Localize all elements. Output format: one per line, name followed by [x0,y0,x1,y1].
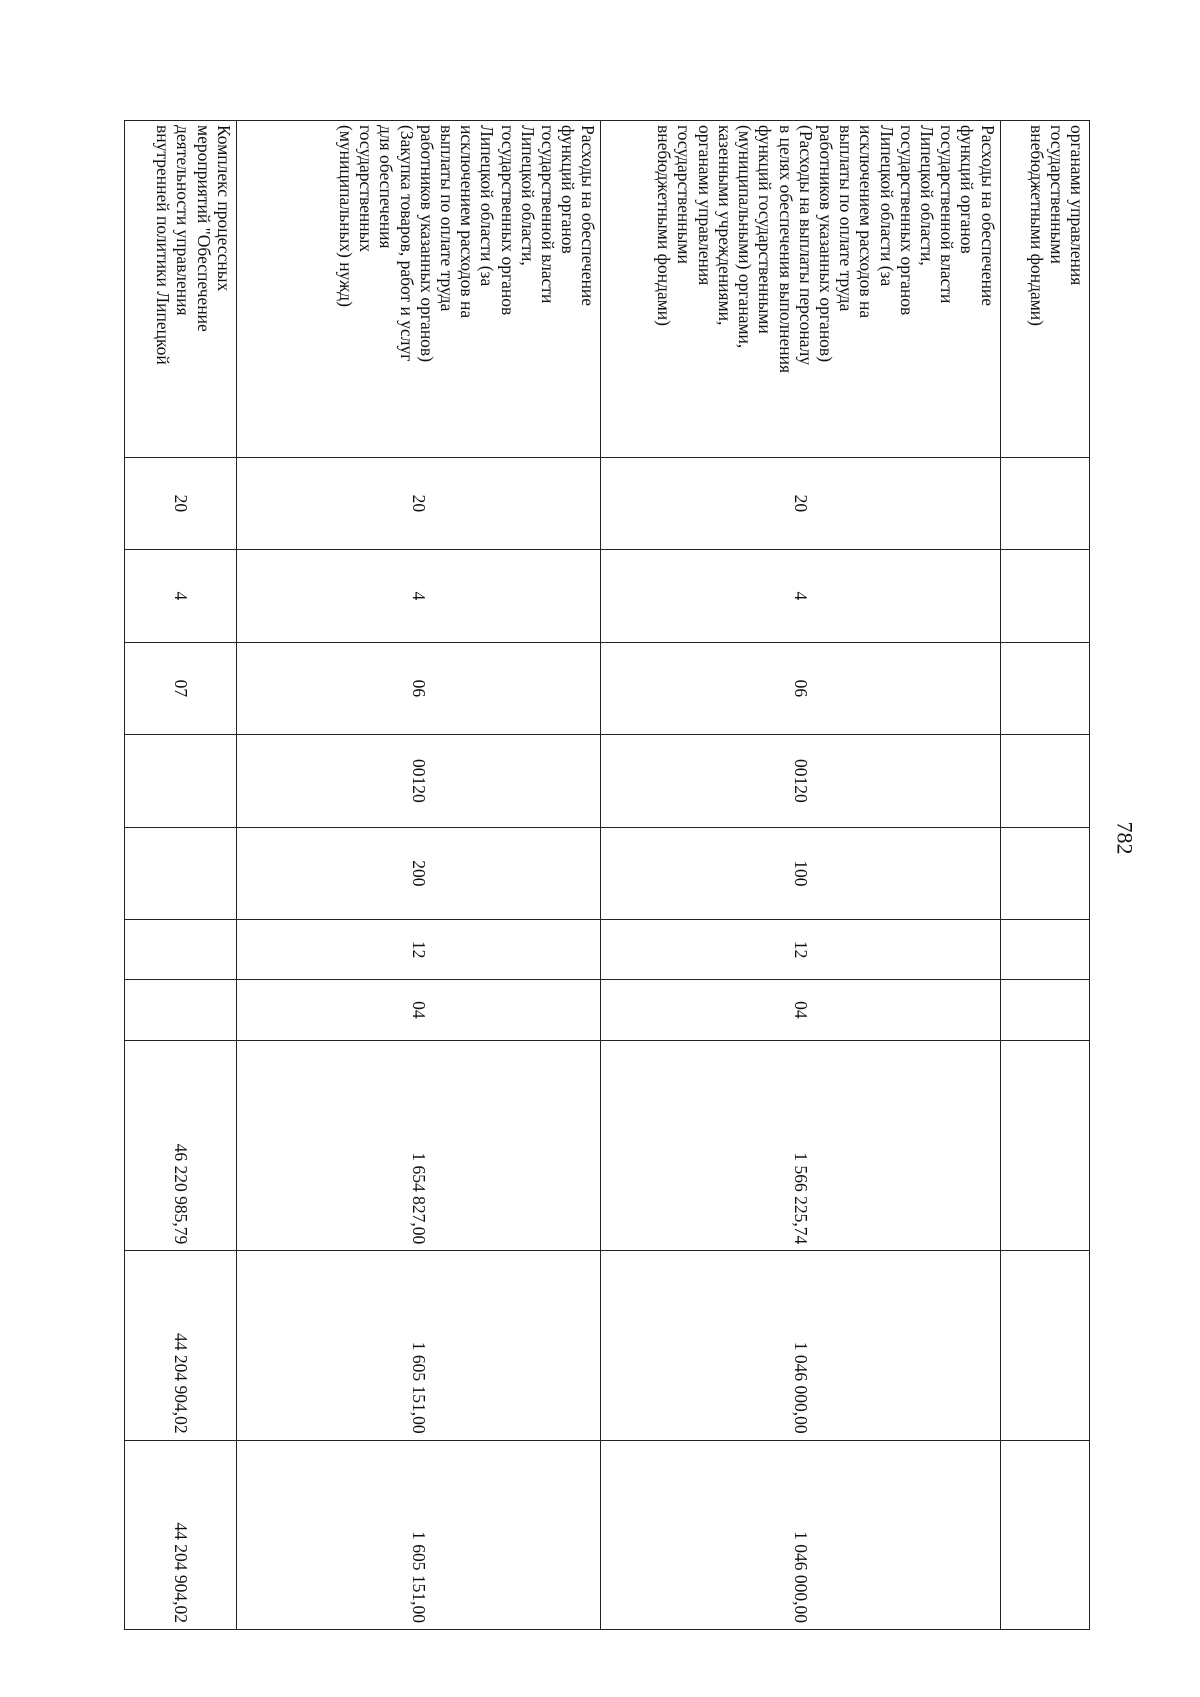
description-line: государственными [674,125,695,264]
description-line: государственными [1046,125,1067,264]
code-cell: 00120 [601,735,1000,827]
code-cell [1000,980,1089,1040]
description-line: органами управления [1067,125,1087,286]
description-line: в целях обеспечения выполнения [775,125,796,374]
amount-cell: 1 605 151,00 [236,1440,601,1629]
code-cell: 00120 [236,735,601,827]
budget-table [124,120,1090,1630]
table-row [125,121,237,1630]
table-row [1000,121,1089,1630]
code-cell: 200 [236,827,601,919]
amount-cell: 46 220 985,79 [125,1040,237,1251]
amount-cell: 44 204 904,02 [125,1440,237,1629]
description-line: функций органов [957,125,978,254]
description-line: Липецкой области (за [477,125,498,287]
rotated-table-container [124,120,1090,1630]
code-cell [125,827,237,919]
code-cell: 20 [125,457,237,549]
code-cell: 12 [236,920,601,980]
code-cell: 07 [125,642,237,734]
description-line: функций государственными [755,125,776,334]
description-cell [125,121,237,458]
code-cell [125,920,237,980]
code-cell [1000,827,1089,919]
code-cell: 100 [601,827,1000,919]
code-cell: 4 [125,550,237,642]
code-cell: 04 [236,980,601,1040]
description-cell [236,121,601,458]
description-line: государственных органов [497,125,518,316]
code-cell: 06 [601,642,1000,734]
page-number: 782 [1112,821,1138,855]
code-cell: 12 [601,920,1000,980]
table-row [236,121,601,1630]
amount-cell [1000,1440,1089,1629]
amount-cell: 1 046 000,00 [601,1440,1000,1629]
description-line: для обеспечения [376,125,397,249]
description-line: государственной власти [937,125,958,304]
description-cell [1000,121,1089,458]
description-line: деятельности управления [173,125,194,316]
code-cell [125,735,237,827]
amount-cell: 1 566 225,74 [601,1040,1000,1251]
description-line: выплаты по оплате труда [836,125,857,312]
amount-cell: 1 654 827,00 [236,1040,601,1251]
code-cell: 4 [236,550,601,642]
description-line: государственных [356,125,377,253]
description-line: (Закупка товаров, работ и услуг [396,125,417,362]
description-line: работников указанных органов) [416,125,437,363]
code-cell [1000,920,1089,980]
description-line: функций органов [558,125,579,254]
description-line: работников указанных органов) [815,125,836,363]
description-line: исключением расходов на [457,125,478,319]
description-line: государственных органов [896,125,917,316]
code-cell: 20 [236,457,601,549]
description-cell [601,121,1000,458]
description-line: Липецкой области (за [876,125,897,287]
description-line: (муниципальных) нужд) [335,125,356,307]
code-cell: 04 [601,980,1000,1040]
code-cell [1000,457,1089,549]
description-line: (муниципальными) органами, [735,125,756,349]
code-cell [1000,642,1089,734]
description-line: выплаты по оплате труда [436,125,457,312]
code-cell: 20 [601,457,1000,549]
description-line: Расходы на обеспечение [977,125,998,307]
description-line: казенными учреждениями, [714,125,735,326]
description-line: Расходы на обеспечение [578,125,599,307]
code-cell [1000,550,1089,642]
description-line: внутренней политики Липецкой [153,125,174,365]
description-line: внебюджетными фондами) [1026,125,1047,326]
description-line: Липецкой области, [517,125,538,266]
amount-cell: 1 046 000,00 [601,1251,1000,1440]
code-cell: 4 [601,550,1000,642]
amount-cell: 1 605 151,00 [236,1251,601,1440]
description-line: исключением расходов на [856,125,877,319]
description-line: (Расходы на выплаты персоналу [795,125,816,366]
code-cell [1000,735,1089,827]
description-line: государственной власти [537,125,558,304]
description-line: органами управления [694,125,715,286]
code-cell: 06 [236,642,601,734]
amount-cell [1000,1040,1089,1251]
table-row [601,121,1000,1630]
description-line: Комплекс процессных [213,125,234,292]
description-line: внебюджетными фондами) [654,125,675,326]
description-line: мероприятий "Обеспечение [193,125,214,332]
description-line: Липецкой области, [916,125,937,266]
amount-cell: 44 204 904,02 [125,1251,237,1440]
code-cell [125,980,237,1040]
amount-cell [1000,1251,1089,1440]
